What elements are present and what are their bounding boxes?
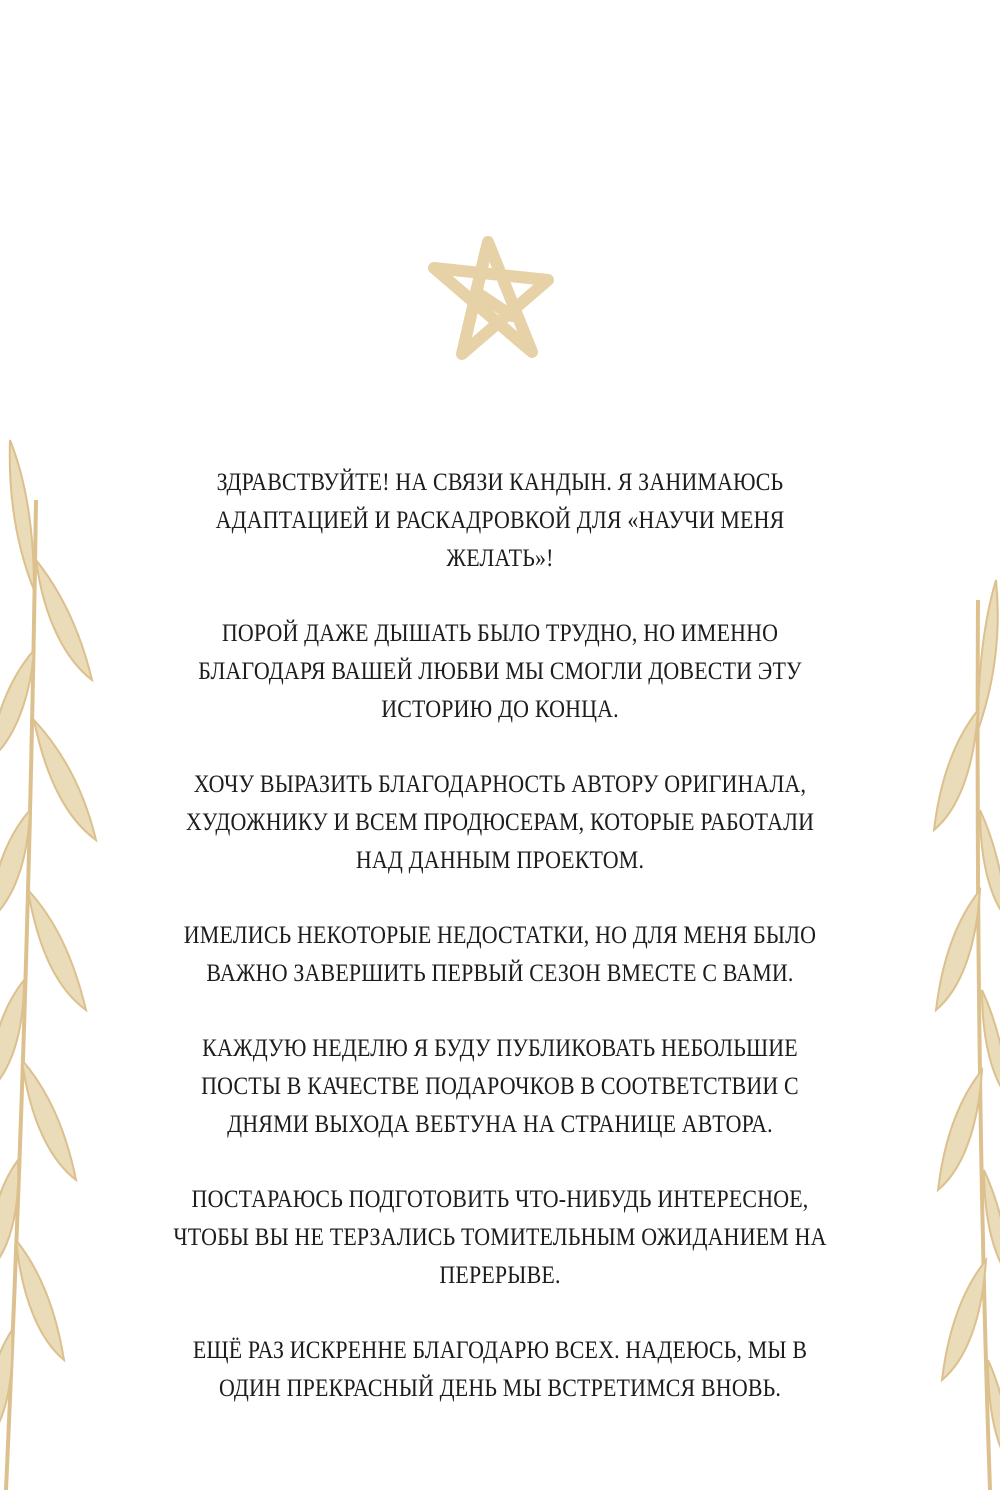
letter-paragraph-farewell: ЕЩЁ РАЗ ИСКРЕННЕ БЛАГОДАРЮ ВСЕХ. НАДЕЮСЬ, МЫ В ОДИН ПРЕКРАСНЫЙ ДЕНЬ МЫ ВСТРЕТИМСЯ ВНОВЬ. [192, 1335, 808, 1402]
letter-paragraph-season: ИМЕЛИСЬ НЕКОТОРЫЕ НЕДОСТАТКИ, НО ДЛЯ МЕНЯ БЫЛО ВАЖНО ЗАВЕРШИТЬ ПЕРВЫЙ СЕЗОН ВМЕСТЕ С ВАМИ. [183, 920, 817, 987]
wheat-stalk-left-icon [0, 420, 110, 1490]
star-doodle-icon [420, 228, 570, 368]
author-letter [110, 463, 890, 1444]
wheat-stalk-right-icon [930, 560, 1000, 1490]
letter-paragraph-thanks: ХОЧУ ВЫРАЗИТЬ БЛАГОДАРНОСТЬ АВТОРУ ОРИГИНАЛА, ХУДОЖНИКУ И ВСЕМ ПРОДЮСЕРАМ, КОТОРЫЕ РАБОТАЛИ НАД ДАННЫМ ПРОЕКТОМ. [185, 769, 815, 874]
letter-paragraph-greeting: ЗДРАВСТВУЙТЕ! НА СВЯЗИ КАНДЫН. Я ЗАНИМАЮСЬ АДАПТАЦИЕЙ И РАСКАДРОВКОЙ ДЛЯ «НАУЧИ МЕНЯ ЖЕЛАТЬ»! [215, 467, 785, 572]
letter-paragraph-break: ПОСТАРАЮСЬ ПОДГОТОВИТЬ ЧТО-НИБУДЬ ИНТЕРЕСНОЕ, ЧТОБЫ ВЫ НЕ ТЕРЗАЛИСЬ ТОМИТЕЛЬНЫМ ОЖИДАНИЕМ НА ПЕРЕРЫВЕ. [173, 1184, 827, 1289]
letter-paragraph-love: ПОРОЙ ДАЖЕ ДЫШАТЬ БЫЛО ТРУДНО, НО ИМЕННО БЛАГОДАРЯ ВАШЕЙ ЛЮБВИ МЫ СМОГЛИ ДОВЕСТИ ЭТУ ИСТОРИЮ ДО КОНЦА. [198, 618, 802, 723]
letter-paragraph-weekly-posts: КАЖДУЮ НЕДЕЛЮ Я БУДУ ПУБЛИКОВАТЬ НЕБОЛЬШИЕ ПОСТЫ В КАЧЕСТВЕ ПОДАРОЧКОВ В СООТВЕТСТВИИ С ДНЯМИ ВЫХОДА ВЕБТУНА НА СТРАНИЦЕ АВТОРА. [201, 1033, 799, 1138]
